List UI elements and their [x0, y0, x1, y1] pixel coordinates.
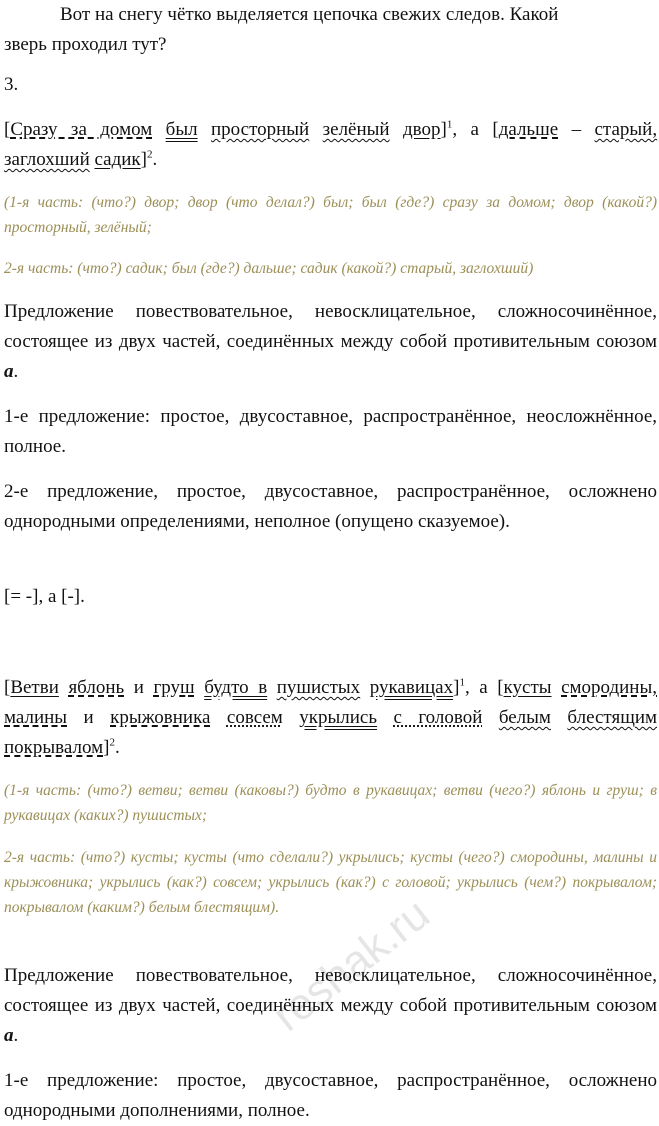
s2-adverbial: совсем — [226, 707, 283, 728]
s2-conjunction: а — [479, 677, 488, 698]
s1-part-2-description: 2-е предложение, простое, двусоставное, распространённое, осложнено однородными определениями, неполное (опущено сказуемое). — [4, 481, 657, 532]
s2-part-index: 1 — [459, 676, 465, 689]
s2-note-1: (1-я часть: (что?) ветви; ветви (каковы?) будто в рукавицах; ветви (чего?) яблонь и груш; в рукавицах (каких?) пушистых; — [4, 782, 657, 824]
s2-analysis-conjunction: а — [4, 1025, 14, 1046]
s2-object: смородины, — [561, 677, 657, 698]
s2-attribute: белым — [498, 707, 551, 728]
s2-object: покрывалом — [4, 737, 104, 758]
watermark-logo: reshak.ru — [263, 889, 439, 1041]
sentence-2: [Ветви яблонь и груш будто в пушистых рукавицах]$^1$, а [кусты смородины, малины и крыжовника совсем укрылись с головой белым блестящим покрывалом]$^2$. — [4, 676, 658, 758]
s2-object: груш — [153, 677, 195, 698]
s2-part-index: 2 — [109, 736, 115, 749]
s1-attribute: просторный — [211, 119, 310, 140]
s1-note-2: 2-я часть: (что?) садик; был (где?) дальше; садик (какой?) старый, заглохший) — [4, 260, 534, 277]
s1-attribute: заглохший — [4, 149, 90, 170]
sentence-1: [Сразу за домом был просторный зелёный двор]$^1$, а [дальше – старый, заглохший садик]$^2$. — [4, 118, 658, 170]
s1-predicate: был — [165, 119, 198, 140]
s2-word: и — [83, 707, 94, 728]
s1-dash: – — [571, 119, 582, 140]
s1-word: дальше — [498, 119, 559, 140]
s2-subject: Ветви — [10, 677, 59, 698]
s1-subject: садик — [94, 149, 141, 170]
intro-line-1: Вот на снегу чётко выделяется цепочка свежих следов. Какой — [60, 4, 559, 25]
item-number: 3. — [4, 74, 19, 95]
intro-paragraph — [4, 0, 657, 60]
s1-scheme: [= -], а [-]. — [4, 586, 85, 607]
s1-word: Сразу за домом — [10, 119, 153, 140]
s2-predicate: будто в — [204, 677, 268, 698]
intro-line-2: зверь проходил тут? — [4, 34, 167, 55]
s1-conjunction: а — [470, 119, 479, 140]
s2-predicate: рукавицах — [369, 677, 454, 698]
s1-attribute: зелёный — [322, 119, 390, 140]
s2-note-2: 2-я часть: (что?) кусты; кусты (что сделали?) укрылись; кусты (чего?) смородины, малины и крыжовника; укрылись (как?) совсем; укрылись (как?) с головой; укрылись (чем?) покрывалом; покрывалом (каким?) белым блестящим). — [4, 849, 657, 916]
s1-analysis: Предложение повествовательное, невосклицательное, сложносочинённое, состоящее из двух частей, соединённых между собой противительным союзом а. — [4, 301, 657, 382]
s2-attribute: пушистых — [276, 677, 361, 698]
s2-predicate: укрылись — [299, 707, 378, 728]
s1-part-index: 1 — [446, 118, 453, 131]
s2-object: малины — [4, 707, 68, 728]
s2-word: и — [133, 677, 144, 698]
s1-analysis-conjunction: а — [4, 361, 14, 382]
s2-attribute: блестящим — [567, 707, 658, 728]
s2-subject: кусты — [503, 677, 552, 698]
s1-part-1-description: 1-е предложение: простое, двусоставное, распространённое, неосложнённое, полное. — [4, 406, 657, 457]
s1-subject: двор — [403, 119, 441, 140]
s1-attribute: старый, — [594, 119, 658, 140]
s1-part-index: 2 — [147, 148, 153, 161]
s2-adverbial: с головой — [393, 707, 483, 728]
s2-part-1-description: 1-е предложение: простое, двусоставное, распространённое, осложнено однородными дополнениями, полное. — [4, 1070, 657, 1121]
s2-object: крыжовника — [110, 707, 211, 728]
s2-object: яблонь — [68, 677, 125, 698]
s2-analysis: Предложение повествовательное, невосклицательное, сложносочинённое, состоящее из двух частей, соединённых между собой противительным союзом а. — [4, 965, 657, 1046]
s1-note-1: (1-я часть: (что?) двор; двор (что делал?) был; был (где?) сразу за домом; двор (какой?) просторный, зелёный; — [4, 194, 657, 236]
